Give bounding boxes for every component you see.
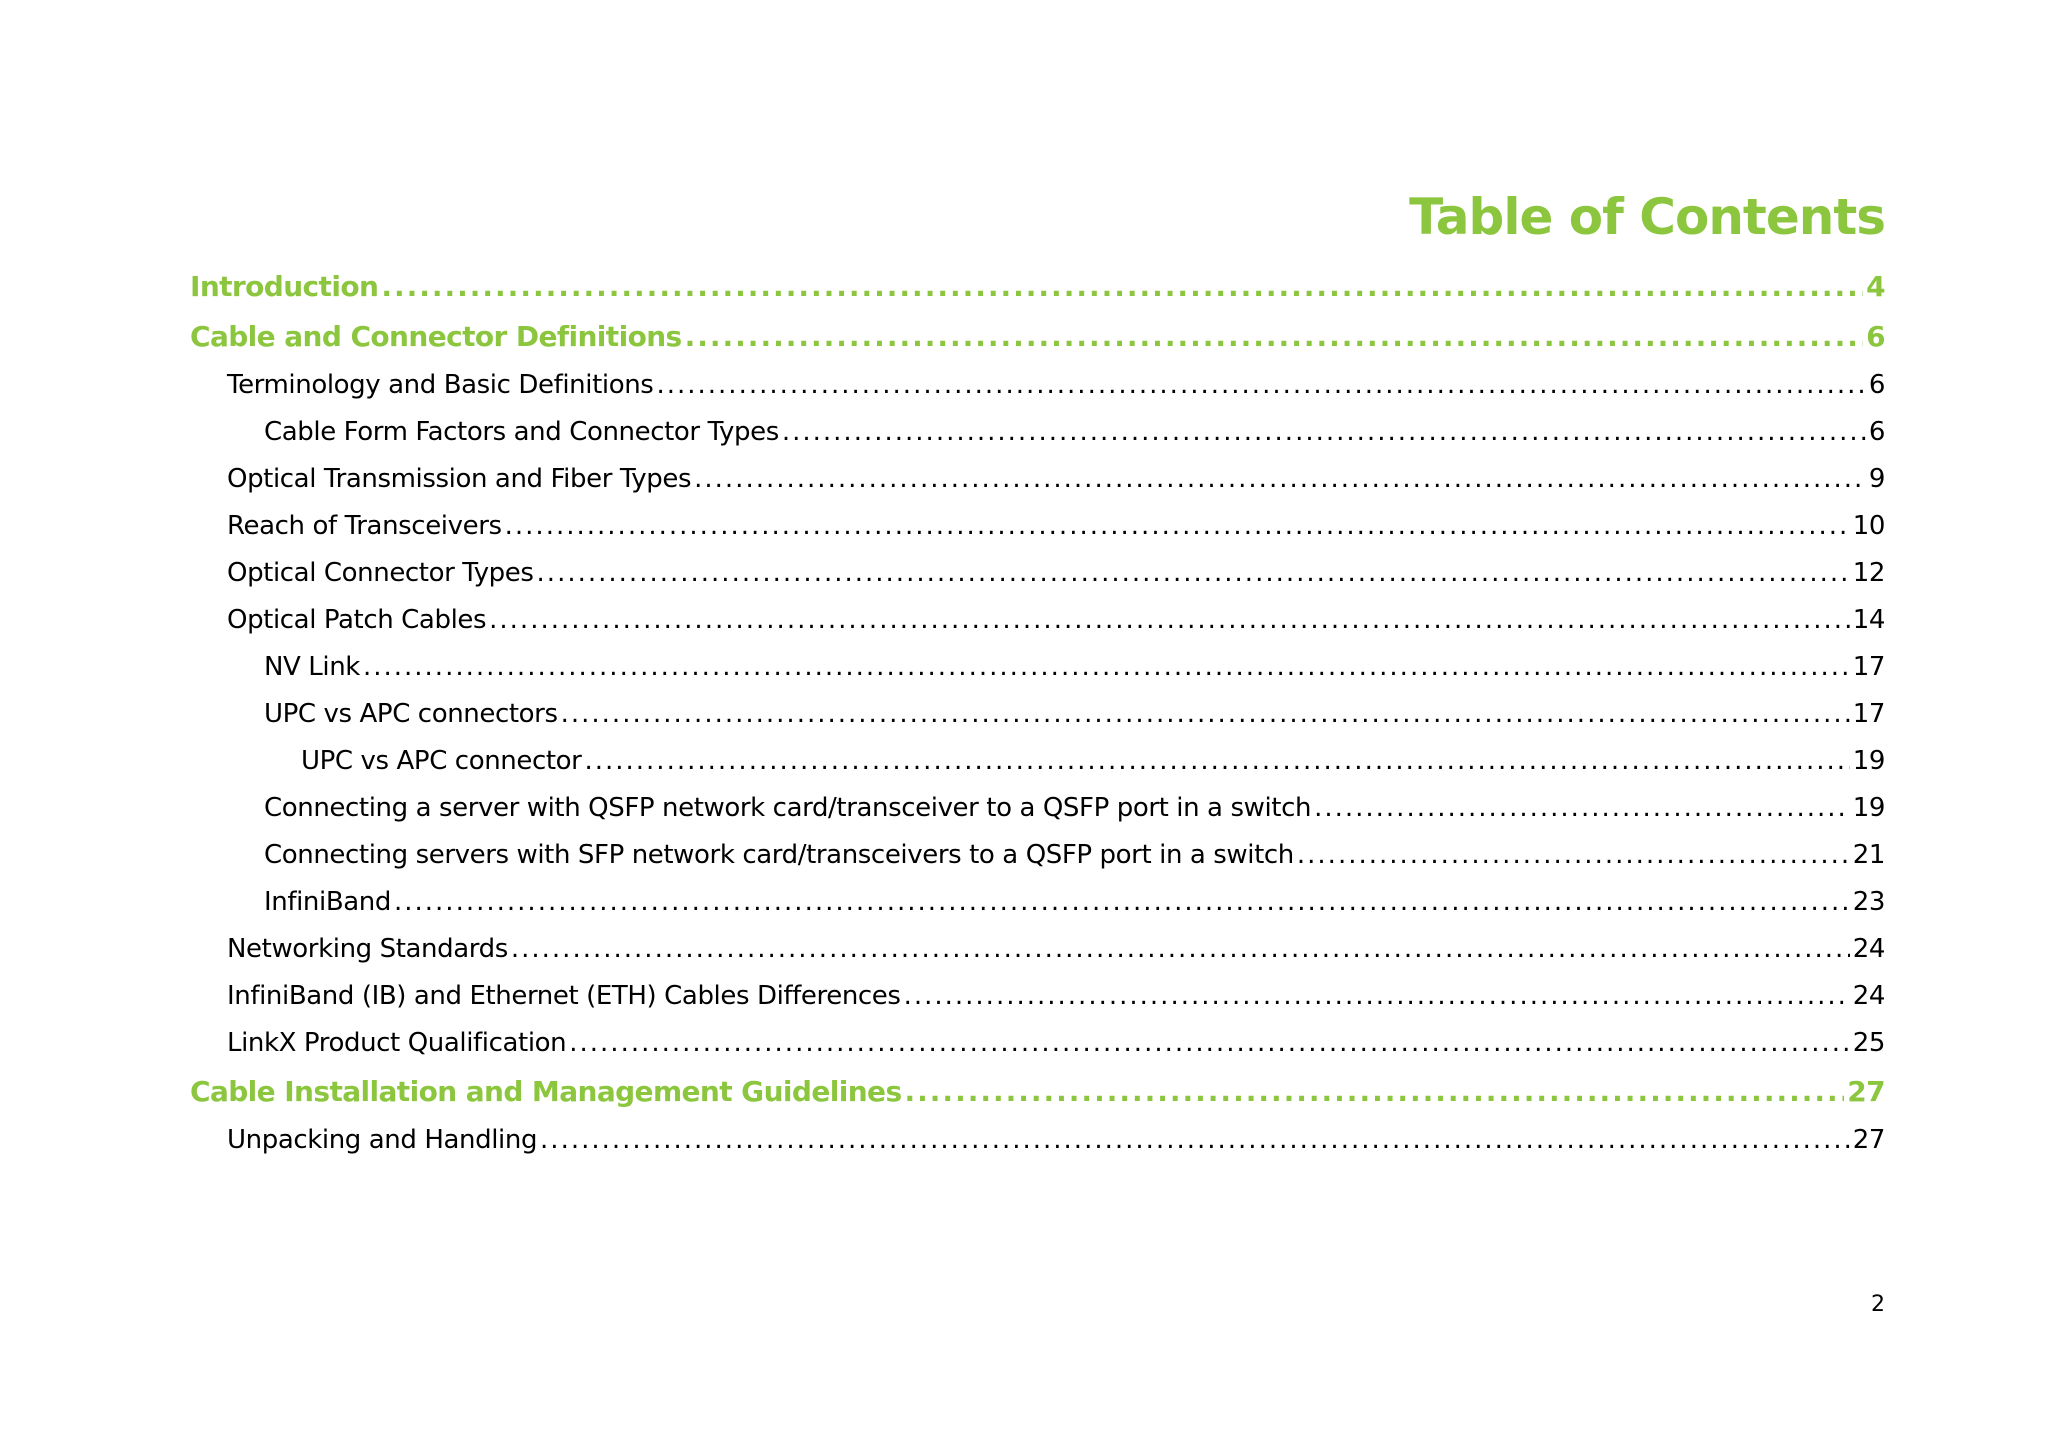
toc-entry-label: Networking Standards	[227, 934, 508, 964]
toc-dot-leader	[537, 550, 1850, 597]
toc-dot-leader	[505, 503, 1850, 550]
toc-dot-leader	[1314, 785, 1850, 832]
toc-dot-leader	[569, 1020, 1849, 1067]
toc-entry-page: 9	[1868, 464, 1885, 494]
toc-entry-label: Optical Patch Cables	[227, 605, 487, 635]
toc-entry-page: 4	[1866, 270, 1885, 303]
toc-dot-leader	[584, 738, 1849, 785]
toc-entry-page: 6	[1866, 320, 1885, 353]
toc-entry-label: UPC vs APC connectors	[264, 699, 558, 729]
toc-entry-label: Terminology and Basic Definitions	[227, 370, 654, 400]
toc-entry[interactable]	[190, 1117, 1885, 1164]
toc-entry-page: 19	[1852, 746, 1885, 776]
toc-entry-label: Cable Form Factors and Connector Types	[264, 417, 779, 447]
toc-entry-label: Optical Connector Types	[227, 558, 534, 588]
toc-entry[interactable]	[190, 1020, 1885, 1067]
toc-entry-page: 27	[1852, 1125, 1885, 1155]
toc-entry-page: 23	[1852, 887, 1885, 917]
toc-entry-page: 10	[1852, 511, 1885, 541]
toc-dot-leader	[540, 1117, 1850, 1164]
toc-entry[interactable]	[190, 503, 1885, 550]
toc-entry-label: NV Link	[264, 652, 360, 682]
toc-entry-label: Cable Installation and Management Guidelines	[190, 1075, 902, 1108]
toc-entry[interactable]	[190, 926, 1885, 973]
page-number: 2	[1871, 1292, 1885, 1317]
toc-entry-label: InfiniBand	[264, 887, 391, 917]
toc-entry-page: 21	[1852, 840, 1885, 870]
toc-dot-leader	[905, 1067, 1845, 1117]
toc-dot-leader	[656, 362, 1865, 409]
toc-dot-leader	[511, 926, 1850, 973]
toc-entry[interactable]	[190, 785, 1885, 832]
toc-entry-page: 6	[1868, 370, 1885, 400]
toc-dot-leader	[1297, 832, 1850, 879]
toc-dot-leader	[782, 409, 1866, 456]
toc-entry[interactable]	[190, 550, 1885, 597]
toc-entry[interactable]	[190, 832, 1885, 879]
toc-entry[interactable]	[190, 973, 1885, 1020]
toc-entry[interactable]	[190, 362, 1885, 409]
toc-dot-leader	[685, 312, 1863, 362]
toc-entry[interactable]	[190, 312, 1885, 362]
toc-entry[interactable]	[190, 738, 1885, 785]
toc-entry-label: Introduction	[190, 270, 379, 303]
toc-entry-page: 12	[1852, 558, 1885, 588]
toc-entry-label: InfiniBand (IB) and Ethernet (ETH) Cables Differences	[227, 981, 901, 1011]
toc-entry-page: 27	[1847, 1075, 1885, 1108]
toc-entry[interactable]	[190, 644, 1885, 691]
toc-dot-leader	[904, 973, 1850, 1020]
toc-entry[interactable]	[190, 597, 1885, 644]
toc-entry-label: Connecting servers with SFP network card/transceivers to a QSFP port in a switch	[264, 840, 1294, 870]
toc-entry[interactable]	[190, 691, 1885, 738]
toc-dot-leader	[381, 262, 1863, 312]
toc-entry-label: Connecting a server with QSFP network card/transceiver to a QSFP port in a switch	[264, 793, 1312, 823]
toc-dot-leader	[694, 456, 1866, 503]
toc-entry[interactable]	[190, 262, 1885, 312]
toc-entry[interactable]	[190, 1067, 1885, 1117]
toc-entry-page: 25	[1852, 1028, 1885, 1058]
toc-entry-label: LinkX Product Qualification	[227, 1028, 567, 1058]
toc-entry-page: 24	[1852, 981, 1885, 1011]
toc-dot-leader	[363, 644, 1850, 691]
toc-entry-page: 6	[1868, 417, 1885, 447]
toc-entry-page: 24	[1852, 934, 1885, 964]
toc-entry-page: 19	[1852, 793, 1885, 823]
toc-entry[interactable]	[190, 409, 1885, 456]
toc-entry-page: 14	[1852, 605, 1885, 635]
toc-entry-page: 17	[1852, 699, 1885, 729]
toc-dot-leader	[394, 879, 1850, 926]
toc-entry[interactable]	[190, 456, 1885, 503]
toc-entry-label: UPC vs APC connector	[301, 746, 582, 776]
toc-entry-page: 17	[1852, 652, 1885, 682]
toc-list	[190, 262, 1885, 1164]
toc-entry-label: Optical Transmission and Fiber Types	[227, 464, 692, 494]
toc-dot-leader	[561, 691, 1850, 738]
toc-dot-leader	[489, 597, 1850, 644]
toc-entry[interactable]	[190, 879, 1885, 926]
toc-entry-label: Unpacking and Handling	[227, 1125, 538, 1155]
page-title: Table of Contents	[1409, 188, 1885, 246]
toc-entry-label: Reach of Transceivers	[227, 511, 502, 541]
toc-entry-label: Cable and Connector Definitions	[190, 320, 682, 353]
